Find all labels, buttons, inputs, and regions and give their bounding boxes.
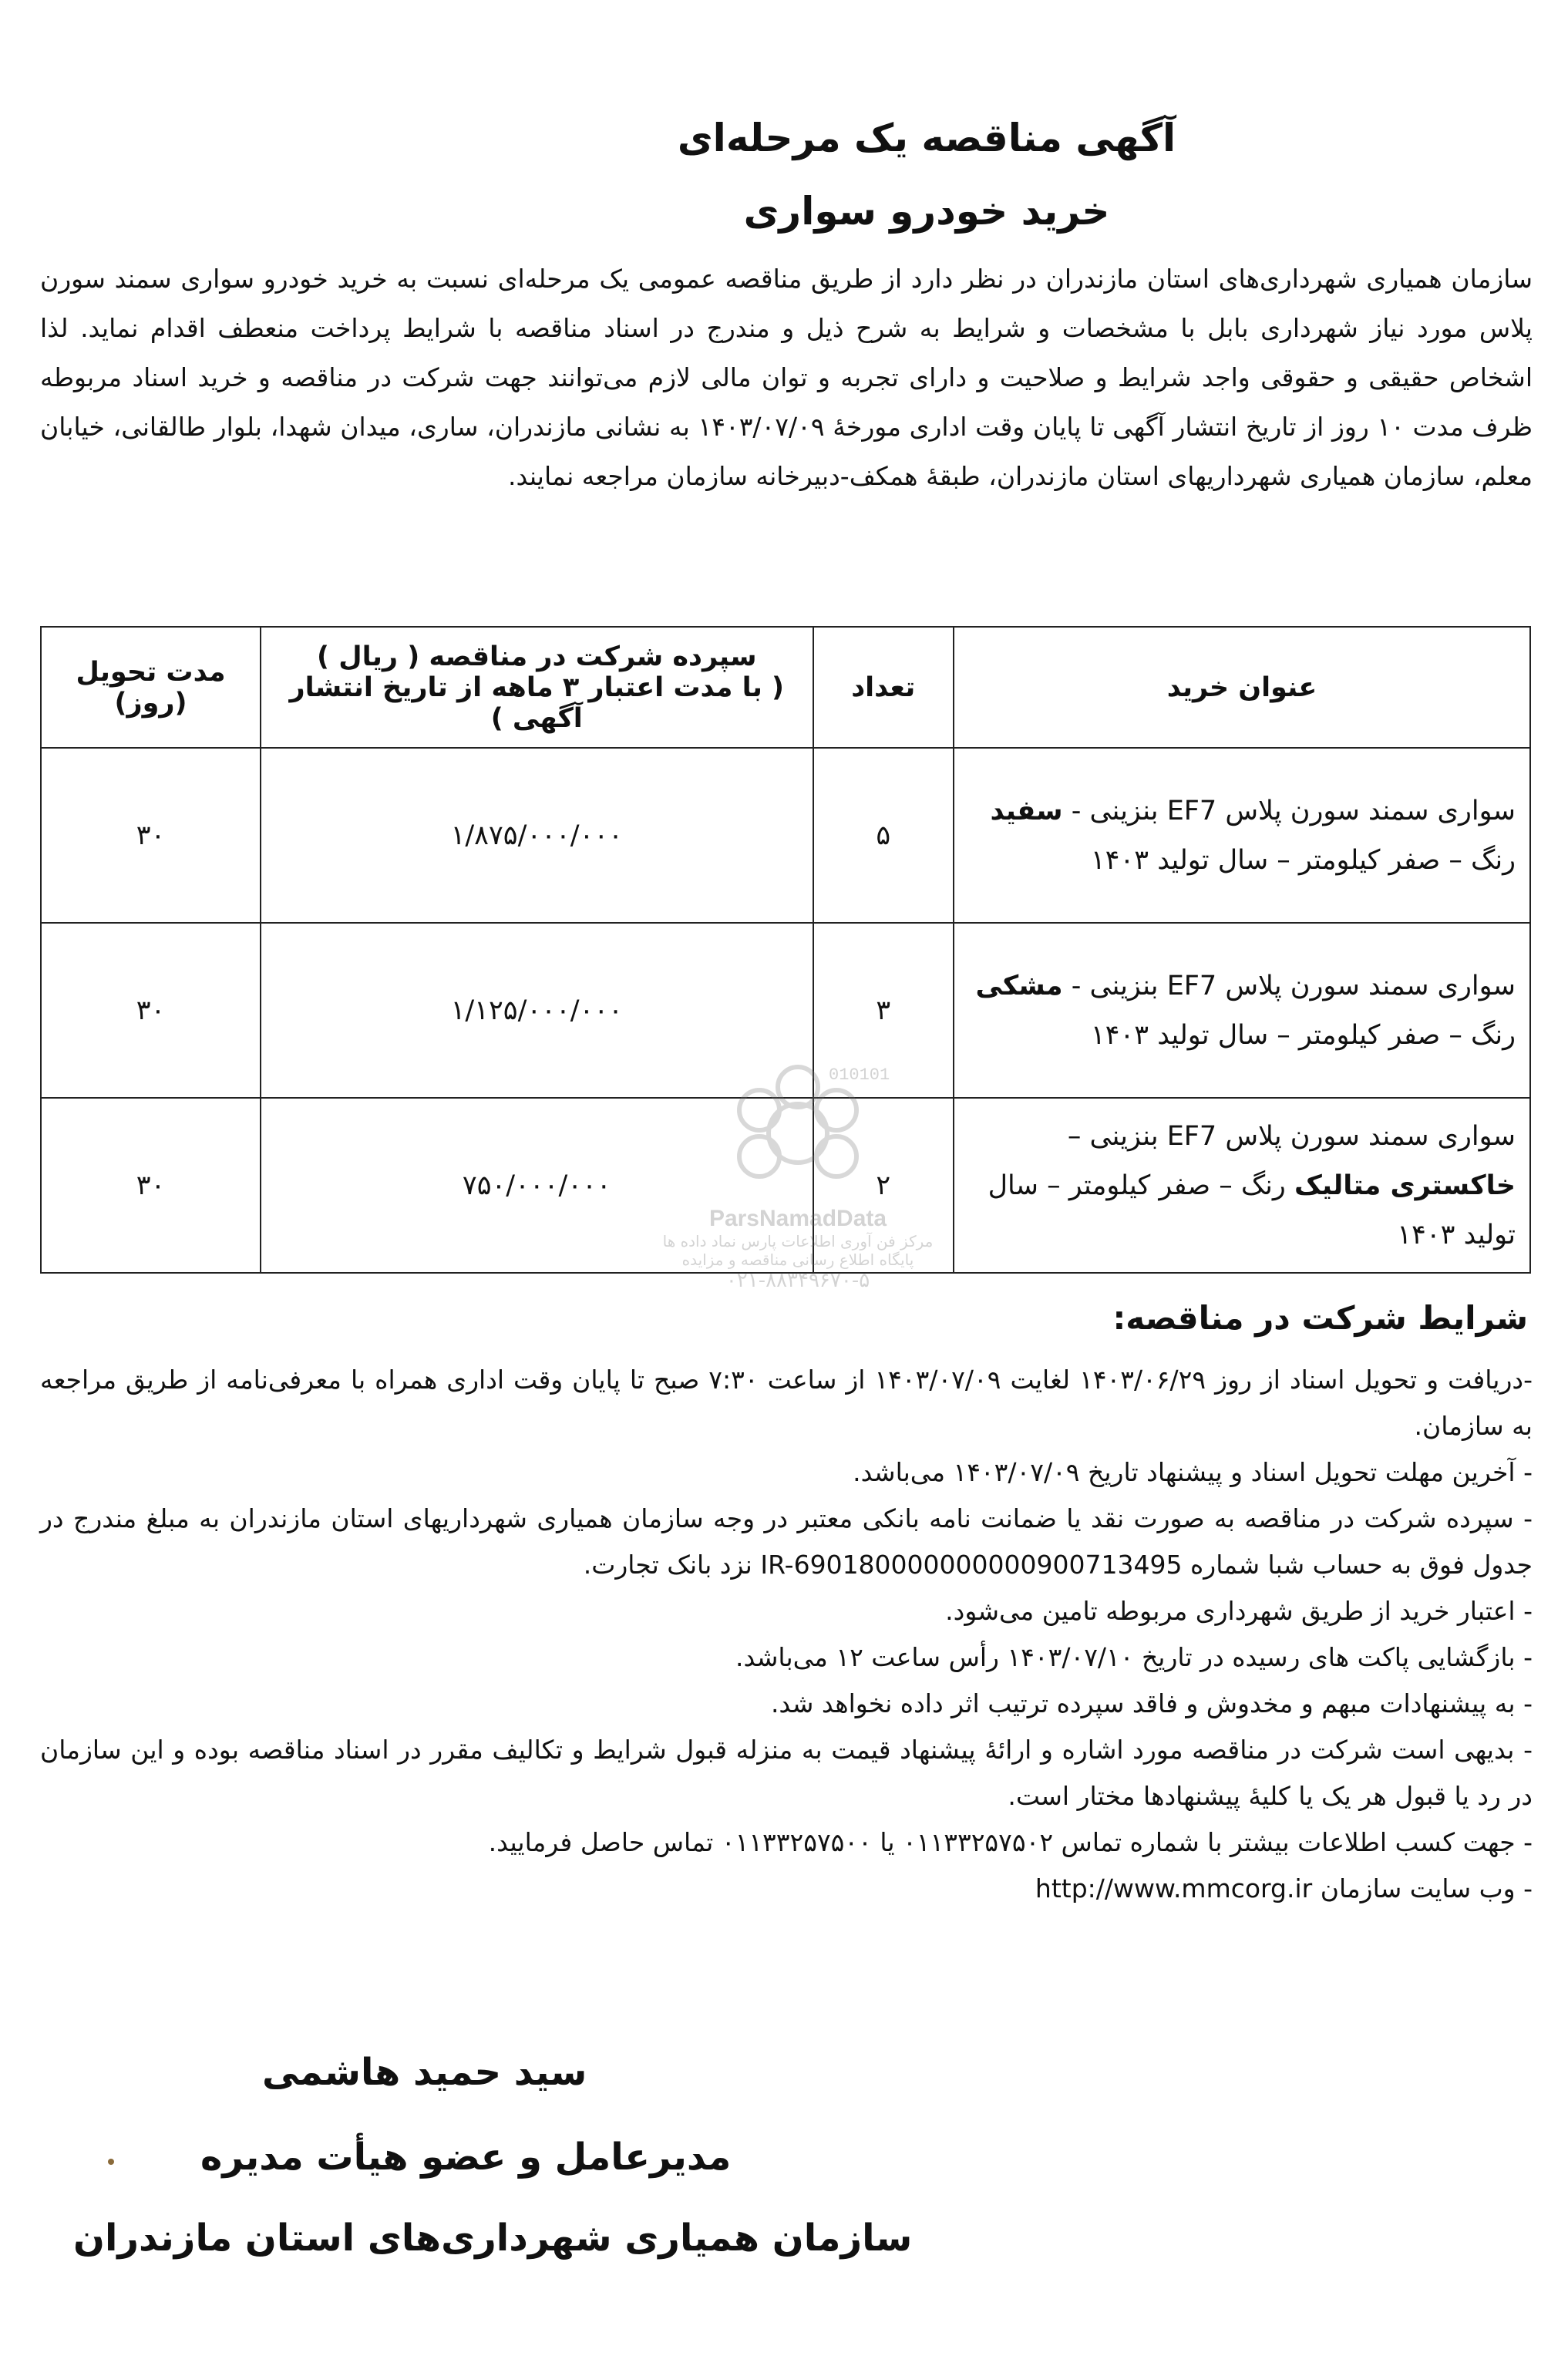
condition-item: - وب سایت سازمان http://www.mmcorg.ir [1035, 1873, 1533, 1903]
row-qty: ۳ [813, 923, 954, 1098]
watermark-phone: ۰۲۱-۸۸۳۴۹۶۷۰-۵ [725, 1269, 870, 1292]
row-title-post: رنگ – صفر کیلومتر – سال تولید ۱۴۰۳ [1090, 1019, 1516, 1051]
flower-logo-icon [713, 1048, 890, 1203]
header-qty: تعداد [813, 627, 954, 748]
header-delivery [41, 627, 261, 748]
row-qty: ۵ [813, 748, 954, 923]
header-delivery-line2: (روز) [114, 687, 187, 719]
signatory-organization: سازمان همیاری شهرداری‌های استان مازندران [73, 2216, 913, 2260]
watermark-line2: پایگاه اطلاع رسانی مناقصه و مزایده [681, 1250, 914, 1269]
row-title-pre: سواری سمند سورن پلاس EF7 بنزینی – [1067, 1120, 1516, 1152]
condition-item: - جهت کسب اطلاعات بیشتر با شماره تماس ۰۱۱۳۳۲۵۷۵۰۲ یا ۰۱۱۳۳۲۵۷۵۰۰ تماس حاصل فرمایید. [488, 1827, 1533, 1857]
conditions-heading: شرایط شرکت در مناقصه: [1112, 1299, 1528, 1337]
row-qty: ۲ [813, 1098, 954, 1273]
row-days: ۳۰ [41, 1098, 261, 1273]
row-deposit: ۱/۸۷۵/۰۰۰/۰۰۰ [261, 748, 813, 923]
header-delivery-line1: مدت تحویل [76, 656, 226, 688]
header-title: عنوان خرید [954, 627, 1530, 748]
page-title: آگهی مناقصه یک مرحله‌ای [677, 116, 1176, 160]
watermark-logo [624, 1048, 971, 1334]
row-title-post: رنگ – صفر کیلومتر – سال تولید ۱۴۰۳ [1090, 844, 1516, 876]
row-color: مشکی [975, 970, 1063, 1001]
row-days: ۳۰ [41, 748, 261, 923]
row-deposit: ۱/۱۲۵/۰۰۰/۰۰۰ [261, 923, 813, 1098]
watermark-brand: ParsNamadData [708, 1206, 887, 1231]
header-deposit-line2: ( با مدت اعتبار ۳ ماهه از تاریخ انتشار آگهی ) [289, 672, 785, 734]
svg-text:010101: 010101 [829, 1065, 890, 1085]
row-title-pre: سواری سمند سورن پلاس EF7 بنزینی - [1071, 970, 1516, 1001]
page-subtitle: خرید خودرو سواری [743, 189, 1110, 234]
condition-item: - اعتبار خرید از طریق شهرداری مربوطه تامین می‌شود. [945, 1596, 1533, 1626]
row-title-post: رنگ – صفر کیلومتر – سال تولید ۱۴۰۳ [988, 1170, 1516, 1250]
header-deposit [261, 627, 813, 748]
header-deposit-line1: سپرده شرکت در مناقصه ( ریال ) [317, 641, 757, 672]
condition-item: - آخرین مهلت تحویل اسناد و پیشنهاد تاریخ ۱۴۰۳/۰۷/۰۹ می‌باشد. [853, 1457, 1533, 1487]
row-color: خاکستری متالیک [1294, 1170, 1516, 1201]
watermark-line1: مرکز فن آوری اطلاعات پارس نماد داده ها [662, 1232, 934, 1250]
signatory-role: مدیرعامل و عضو هیأت مدیره [200, 2136, 732, 2179]
condition-item: -دریافت و تحویل اسناد از روز ۱۴۰۳/۰۶/۲۹ لغایت ۱۴۰۳/۰۷/۰۹ از ساعت ۷:۳۰ صبح تا پایان وقت اداری همراه با معرفی‌نامه از طریق مراجعه به سازمان. [40, 1365, 1533, 1441]
row-title [954, 923, 1530, 1098]
row-deposit: ۷۵۰/۰۰۰/۰۰۰ [261, 1098, 813, 1273]
table-row [41, 748, 1530, 923]
intro-paragraph: سازمان همیاری شهرداری‌های استان مازندران در نظر دارد از طریق مناقصه عمومی یک مرحله‌ای نسبت به خرید خودرو سواری سمند سورن پلاس مورد نیاز شهرداری بابل با مشخصات و شرایط به شرح ذیل و مندرج در اسناد مناقصه با شرایط پرداخت منعطف اقدام نماید. لذا اشخاص حقیقی و حقوقی واجد شرایط و صلاحیت و دارای تجربه و توان مالی لازم می‌توانند جهت شرکت در مناقصه و خرید اسناد مربوطه ظرف مدت ۱۰ روز از تاریخ انتشار آگهی تا پایان وقت اداری مورخهٔ ۱۴۰۳/۰۷/۰۹ به نشانی مازندران، ساری، میدان شهدا، بلوار طالقانی، خیابان معلم، سازمان همیاری شهرداریهای استان مازندران، طبقهٔ همکف-دبیرخانه سازمان مراجعه نمایند. [40, 264, 1533, 491]
table-header-row [41, 627, 1530, 748]
condition-item: - به پیشنهادات مبهم و مخدوش و فاقد سپرده ترتیب اثر داده نخواهد شد. [770, 1688, 1533, 1718]
row-title-pre: سواری سمند سورن پلاس EF7 بنزینی - [1071, 795, 1516, 826]
row-days: ۳۰ [41, 923, 261, 1098]
row-title [954, 1098, 1530, 1273]
condition-item: - سپرده شرکت در مناقصه به صورت نقد یا ضمانت نامه بانکی معتبر در وجه سازمان همیاری شهرداریهای استان مازندران به مبلغ مندرج در جدول فوق به حساب شبا شماره IR-690180000000000900713495 نزد بانک تجارت. [40, 1503, 1533, 1580]
ink-dot [108, 2159, 114, 2165]
row-color: سفید [990, 795, 1063, 826]
conditions-list [40, 1357, 1533, 1912]
signatory-name: سید حمید هاشمی [262, 2051, 587, 2094]
row-title [954, 748, 1530, 923]
condition-item: - بازگشایی پاکت های رسیده در تاریخ ۱۴۰۳/۰۷/۱۰ رأس ساعت ۱۲ می‌باشد. [735, 1642, 1533, 1672]
condition-item: - بدیهی است شرکت در مناقصه مورد اشاره و ارائهٔ پیشنهاد قیمت به منزله قبول شرایط و تکالیف مقرر در اسناد مناقصه بوده و این سازمان در رد یا قبول هر یک یا کلیهٔ پیشنهادها مختار است. [40, 1735, 1533, 1811]
